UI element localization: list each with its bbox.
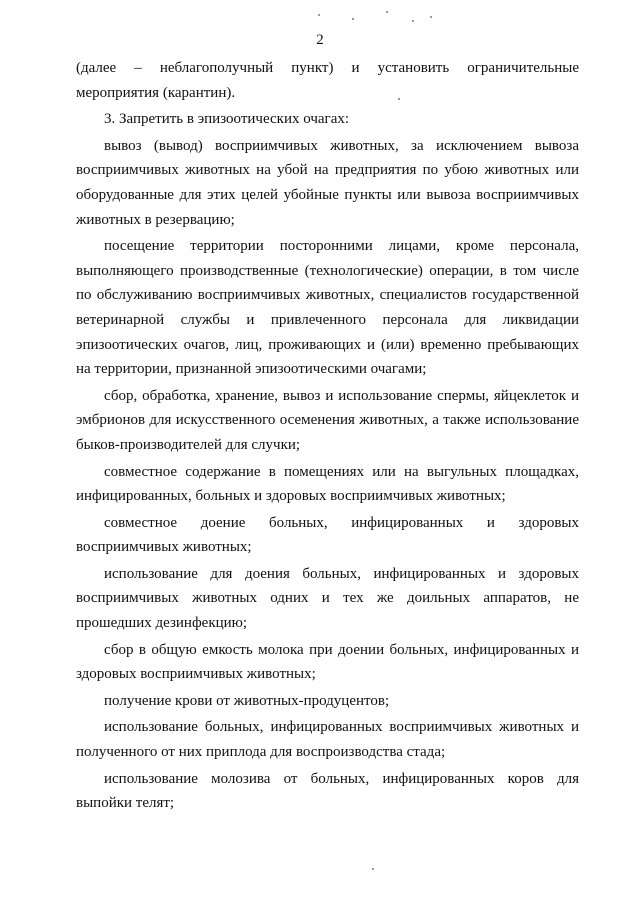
paragraph-item-3-heading: 3. Запретить в эпизоотических очагах: bbox=[104, 111, 350, 128]
scan-speck bbox=[398, 98, 400, 100]
paragraph-ban-removal: вывоз (вывод) восприимчивых животных, за исключением вывоза восприимчивых животных на убой на предприятия по убою животных или оборудованные для этих целей убойные пункты или вывоза восприимчивых животных в резервацию; bbox=[76, 137, 579, 228]
paragraph-ban-joint-milking: совместное доение больных, инфицированных и здоровых восприимчивых животных; bbox=[76, 514, 579, 556]
scan-speck bbox=[430, 16, 432, 18]
paragraph-ban-joint-housing: совместное содержание в помещениях или на выгульных площадках, инфицированных, больных и здоровых восприимчивых животных; bbox=[76, 463, 579, 505]
paragraph-ban-visits: посещение территории посторонними лицами, кроме персонала, выполняющего производственные (технологические) операции, в том числе по обслуживанию восприимчивых животных, специалистов государственной ветеринарной службы и привлеченного персонала для ликвидации эпизоотических очагов, лиц, проживающих и (или) временно пребывающих на территории, признанной эпизоотическими очагами; bbox=[76, 238, 579, 378]
scan-speck bbox=[412, 20, 414, 22]
paragraph-ban-shared-equipment: использование для доения больных, инфицированных и здоровых восприимчивых животных одних и тех же доильных аппаратов, не прошедших дезинфекцию; bbox=[76, 565, 579, 632]
scan-speck bbox=[318, 14, 320, 16]
page-number: 2 bbox=[316, 32, 324, 48]
scan-speck bbox=[386, 11, 388, 13]
document-body bbox=[76, 56, 579, 816]
paragraph-ban-semen: сбор, обработка, хранение, вывоз и использование спермы, яйцеклеток и эмбрионов для искусственного осеменения животных, а также использование быков-производителей для случки; bbox=[76, 387, 579, 453]
paragraph-continuation: (далее – неблагополучный пункт) и установить ограничительные мероприятия (карантин). bbox=[76, 60, 579, 101]
paragraph-ban-milk-collection: сбор в общую емкость молока при доении больных, инфицированных и здоровых восприимчивых животных; bbox=[76, 641, 579, 683]
paragraph-ban-colostrum: использование молозива от больных, инфицированных коров для выпойки телят; bbox=[76, 770, 579, 812]
paragraph-ban-blood: получение крови от животных-продуцентов; bbox=[104, 692, 390, 709]
paragraph-ban-breeding: использование больных, инфицированных восприимчивых животных и полученного от них приплода для воспроизводства стада; bbox=[76, 719, 579, 761]
scan-speck bbox=[352, 18, 354, 20]
scan-speck bbox=[372, 868, 374, 870]
